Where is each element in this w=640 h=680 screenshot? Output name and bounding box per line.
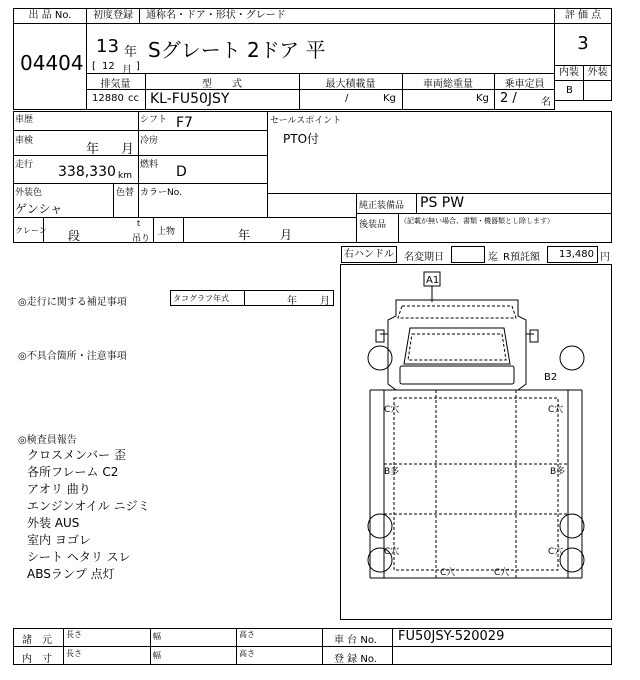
year-unit: 年 [124, 45, 138, 60]
max-load-unit: Kg [383, 93, 396, 104]
aftermarket-label: 後装品 [359, 220, 387, 230]
reg-label: 登 録 No. [334, 654, 377, 665]
recycle-label: R預託額 [503, 252, 540, 263]
fuel-label: 燃料 [140, 160, 159, 170]
chassis-value: FU50JSY-520029 [398, 629, 505, 644]
wheel-front-right [560, 346, 584, 370]
windshield-inner [408, 334, 506, 360]
report-line: エンジンオイル ニジミ [27, 499, 150, 513]
mirror-right [530, 330, 538, 342]
exterior-value-cell [583, 80, 612, 101]
equipment-label: 純正装備品 [359, 201, 405, 211]
tacho-year: 年 [287, 296, 297, 307]
name-change-box[interactable] [451, 246, 485, 263]
crane-label: クレーン [15, 226, 47, 235]
length-label-2: 長さ [66, 649, 82, 658]
model-value: KL-FU50JSY [150, 91, 230, 107]
cab-front [400, 366, 514, 384]
report-line: シート ヘタリ スレ [27, 550, 131, 564]
name-change-label: 名変期日 [404, 252, 444, 263]
deadline-label: 迄 [488, 252, 498, 263]
lot-number-cell [13, 23, 87, 110]
report-line: 各所フレーム C2 [27, 465, 119, 479]
deck-inner [394, 398, 558, 570]
interior-label-cell [554, 65, 584, 81]
vehicle-name: Sグレート 2ドア 平 [148, 38, 326, 62]
cab-outline [388, 300, 526, 390]
recycle-value: 13,480 [559, 249, 594, 260]
cab-roof [398, 306, 516, 318]
handle-box [341, 246, 397, 263]
lot-number: 04404 [20, 51, 84, 75]
deck-outline [384, 390, 568, 578]
crane-stage: 段 [68, 229, 81, 243]
shift-value: F7 [176, 115, 193, 131]
width-label-2: 幅 [153, 651, 161, 660]
height-label-2: 高さ [239, 649, 255, 658]
month-bracket-open: [ [92, 61, 96, 72]
lot-label: 出 品 No. [28, 10, 72, 21]
wheel-rear-right [560, 514, 584, 538]
name-label: 通称名・ドア・形状・グレード [146, 10, 286, 21]
color-value: ゲンシャ [15, 202, 63, 216]
recycle-box [547, 246, 598, 263]
report-line: 室内 ヨゴレ [27, 533, 91, 547]
lot-label-cell [13, 8, 87, 24]
windshield [404, 328, 510, 364]
mirror-left [376, 330, 384, 342]
exterior-value [584, 81, 611, 85]
diagram-c-hole-left-upper: C穴 [384, 405, 400, 415]
tacho-month: 月 [320, 296, 330, 307]
crane-ton: t [137, 219, 141, 228]
inspection-year: 年 [86, 142, 100, 157]
driving-notes-label: ◎走行に関する補足事項 [18, 297, 127, 308]
diagram-c-hole-bottom-left: C穴 [440, 568, 456, 578]
report-line: クロスメンバー 歪 [27, 448, 126, 462]
name-label-cell [139, 8, 555, 24]
interior-dims-label: 内 寸 [22, 654, 52, 665]
interior-label: 内装 [559, 67, 579, 78]
rating-label-cell [554, 8, 612, 24]
dims-label: 諸 元 [22, 635, 52, 646]
capacity-unit: 名 [541, 97, 551, 108]
wheel-rear-left [368, 514, 392, 538]
first-reg-year: 13 [96, 36, 119, 57]
max-load-value: / [345, 93, 349, 104]
diagram-c-hole-right-lower: C穴 [548, 547, 564, 557]
diagram-c-hole-right-upper: C穴 [548, 405, 564, 415]
mileage-unit: km [118, 171, 132, 181]
diagram-b2: B2 [544, 372, 558, 383]
capacity-value: 2 / [500, 91, 517, 106]
mounted-label: 上物 [157, 227, 176, 237]
mounted-month: 月 [280, 228, 293, 242]
inspection-label: 車検 [15, 136, 34, 146]
mounted-year: 年 [238, 228, 251, 242]
equipment-value: PS PW [420, 195, 465, 211]
sales-points-label: セールスポイント [270, 116, 342, 126]
diagram-b-many-right: B多 [550, 467, 566, 477]
displacement-value: 12880 [92, 93, 124, 104]
aftermarket-note: （記載が無い場合、書類・機器類とし除します） [400, 217, 554, 225]
displacement-unit: cc [128, 93, 139, 104]
sales-points-value: PTO付 [283, 132, 320, 146]
exterior-label-cell [583, 65, 612, 81]
gvw-unit: Kg [476, 93, 489, 104]
diagram-a1: A1 [426, 275, 440, 286]
displacement-label: 排気量 [100, 79, 131, 90]
model-label: 型 式 [202, 79, 242, 90]
mileage-label: 走行 [15, 160, 34, 170]
width-label-1: 幅 [153, 632, 161, 641]
rating-label: 評 価 点 [564, 10, 602, 21]
defects-label: ◎不具合箇所・注意事項 [18, 351, 127, 362]
exterior-label: 外装 [587, 67, 608, 78]
recycle-unit: 円 [600, 252, 610, 263]
max-load-label: 最大積載量 [325, 79, 376, 90]
handle-value: 右ハンドル [344, 249, 394, 260]
color-label: 外装色 [15, 188, 43, 198]
ac-label: 冷房 [140, 136, 159, 146]
height-label-1: 高さ [239, 630, 255, 639]
wheel-rear2-right [560, 548, 584, 572]
length-label-1: 長さ [66, 630, 82, 639]
diagram-c-hole-left-lower: C穴 [384, 547, 400, 557]
capacity-label: 乗車定員 [504, 79, 545, 90]
interior-value: B [566, 85, 573, 96]
inspection-month: 月 [121, 142, 135, 157]
mileage-value: 338,330 [58, 164, 116, 180]
report-line: アオリ 曲り [27, 482, 91, 496]
rating-cell [554, 23, 612, 66]
truck-diagram [340, 264, 612, 620]
history-label: 車歴 [15, 115, 34, 125]
rating-value: 3 [577, 33, 589, 54]
tacho-label: タコグラフ年式 [173, 294, 229, 303]
color-no-label: カラーNo. [140, 188, 182, 198]
crane-row [13, 217, 357, 243]
interior-value-cell [554, 80, 584, 101]
report-line: 外装 AUS [27, 516, 80, 530]
month-bracket-close: ] [136, 61, 140, 72]
shift-label: シフト [140, 115, 168, 125]
report-label: ◎検査員報告 [18, 435, 77, 446]
month-unit: 月 [122, 65, 132, 76]
gvw-label: 車両総重量 [423, 79, 473, 90]
first-reg-label: 初度登録 [93, 10, 133, 21]
crane-lift: 吊り [132, 234, 151, 244]
chassis-label: 車 台 No. [334, 635, 377, 646]
first-reg-label-cell [86, 8, 140, 24]
first-reg-month: 12 [102, 61, 115, 72]
report-line: ABSランプ 点灯 [27, 567, 115, 581]
diagram-c-hole-bottom-right: C穴 [494, 568, 510, 578]
color-code-label: 色替 [116, 188, 135, 198]
inspector-report [27, 446, 150, 582]
diagram-b-many-left: B多 [384, 467, 400, 477]
fuel-value: D [176, 164, 187, 180]
